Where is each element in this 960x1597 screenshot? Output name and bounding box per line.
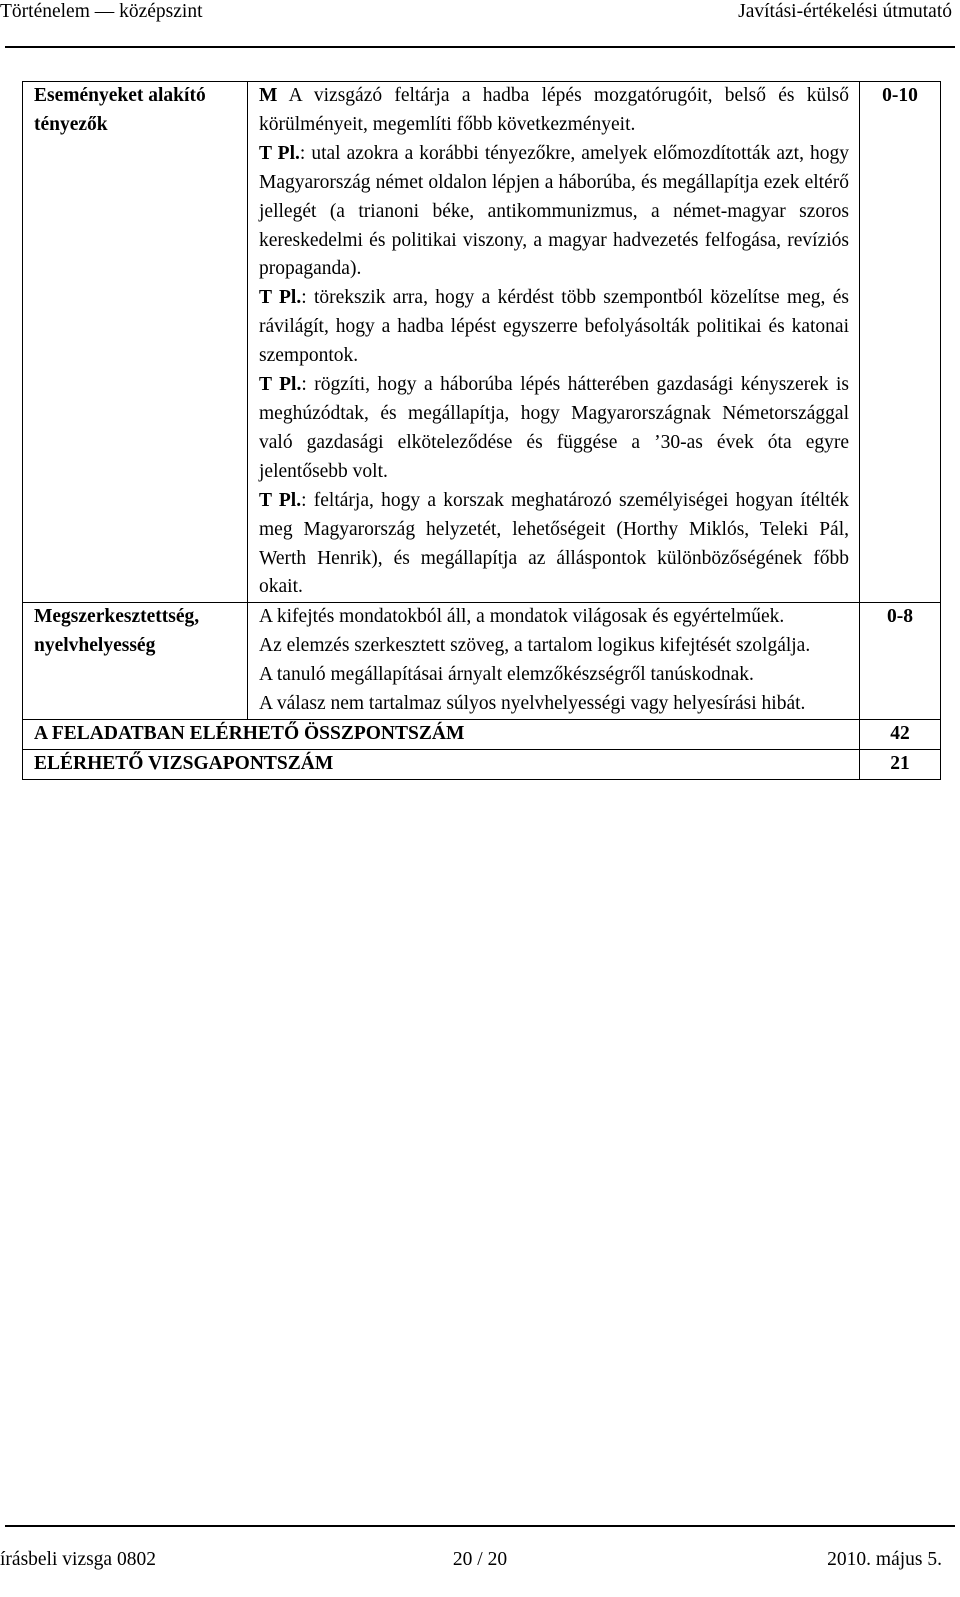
total-value-cell [860,719,941,749]
header-document-type: Javítási-értékelési útmutató [738,1,952,22]
footer-page-number: 20 / 20 [452,1549,508,1570]
total-label: ELÉRHETŐ VIZSGAPONTSZÁM [34,752,334,774]
description-item [259,661,849,690]
table-row [23,82,941,603]
header-subject: Történelem — középszint [0,1,203,22]
total-row [23,719,941,749]
total-value-cell [860,749,941,779]
total-row [23,749,941,779]
description-item [259,371,849,487]
criterion-cell [23,603,248,720]
page-header [0,0,960,26]
total-value: 21 [890,752,910,774]
table-row [23,603,941,720]
description-item [259,82,849,140]
header-rule [5,46,955,48]
total-value: 42 [890,722,910,744]
criterion-label: Eseményeket alakító tényezők [34,85,206,135]
scoring-table [22,81,941,780]
score-cell [860,82,941,603]
total-label-cell [23,749,860,779]
total-label: A FELADATBAN ELÉRHETŐ ÖSSZPONTSZÁM [34,722,465,744]
description-item [259,284,849,371]
item-text: : törekszik arra, hogy a kérdést több szempontból közelítse meg, és rávilágít, hogy a hadba lépést egyszerre befolyásolták politikai és katonai szempontok. [259,287,849,367]
item-label: M [259,85,278,106]
score-cell [860,603,941,720]
footer-rule [5,1525,955,1527]
score-range: 0-10 [882,85,918,106]
item-text: : feltárja, hogy a korszak meghatározó személyiségei hogyan ítélték meg Magyarország helyzetét, lehetőségeit (Horthy Miklós, Teleki Pál, Werth Henrik), és megállapítja az álláspontok különbözőségének főbb okait. [259,489,850,598]
score-range: 0-8 [887,606,913,628]
description-item [259,140,849,285]
description-item [259,632,849,661]
criterion-label: Megszerkesztettség, nyelvhelyesség [34,606,200,657]
item-text: A vizsgázó feltárja a hadba lépés mozgatórugóit, belső és külső körülményeit, megemlíti főbb következményeit. [259,85,849,135]
item-label: T Pl. [259,374,302,396]
description-item [259,690,849,719]
item-text: A kifejtés mondatokból áll, a mondatok világosak és egyértelműek. [259,606,785,628]
item-label: T Pl. [259,142,300,164]
description-cell [248,82,860,603]
description-cell [248,603,860,720]
item-text: : utal azokra a korábbi tényezőkre, amelyek előmozdították azt, hogy Magyarország német oldalon lépjen a háborúba, és megállapítja ezek eltérő jellegét (a trianoni béke, antikommunizmus, a német-magyar szoros kereskedelmi és politikai viszony, a magyar hadvezetés felfogása, revíziós propaganda). [259,142,849,280]
footer-exam-code: írásbeli vizsga 0802 [0,1549,156,1570]
page-footer [0,1548,960,1578]
item-label: T Pl. [259,287,302,309]
item-text: A válasz nem tartalmaz súlyos nyelvhelyességi vagy helyesírási hibát. [259,693,806,715]
criterion-cell [23,82,248,603]
description-item [259,603,849,632]
item-text: A tanuló megállapításai árnyalt elemzőkészségről tanúskodnak. [259,664,754,686]
footer-date: 2010. május 5. [827,1549,942,1570]
item-text: Az elemzés szerkesztett szöveg, a tartalom logikus kifejtését szolgálja. [259,635,811,657]
item-text: : rögzíti, hogy a háborúba lépés hátterében gazdasági kényszerek is meghúzódtak, és megállapítja, hogy Magyarországnak Németországgal való gazdasági elköteleződése és függése a ’30-as évek óta egyre jelentősebb volt. [259,374,850,482]
total-label-cell [23,719,860,749]
description-item [259,487,849,603]
item-label: T Pl. [259,489,302,511]
